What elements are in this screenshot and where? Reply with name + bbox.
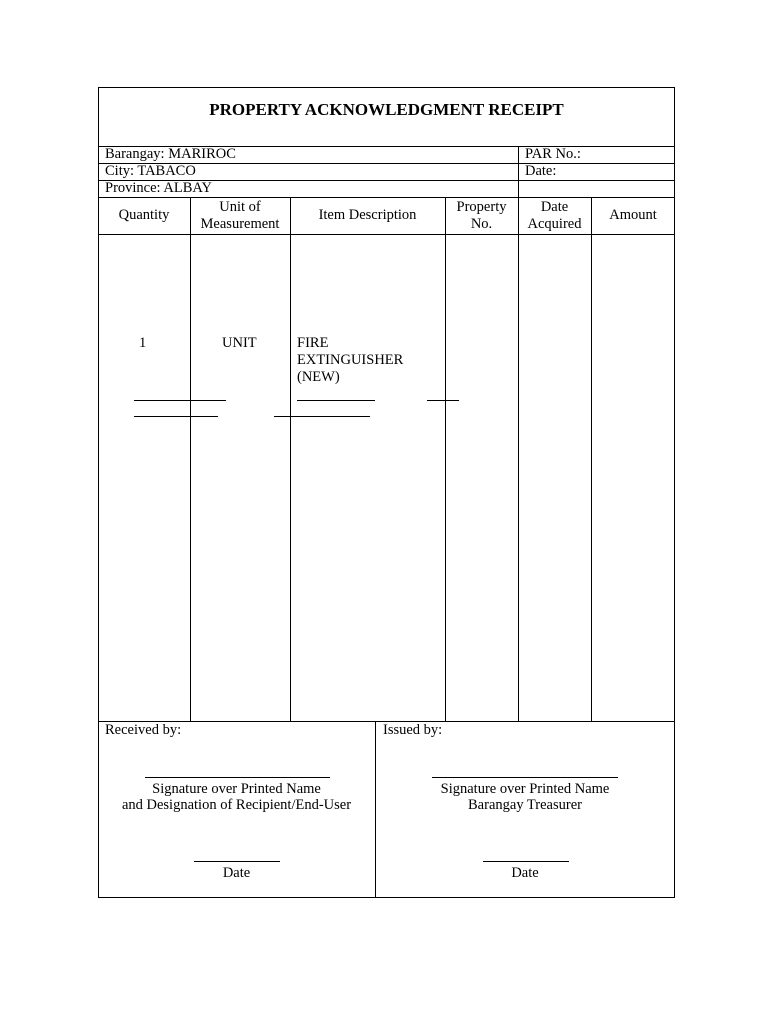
rule-col-4: [518, 197, 519, 721]
issued-by-label: Issued by:: [383, 722, 443, 738]
barangay-field: Barangay: MARIROC: [105, 146, 236, 162]
received-designation-caption: and Designation of Recipient/End-User: [121, 797, 352, 813]
rule-province-bottom: [98, 197, 675, 198]
received-date-line: [194, 861, 280, 862]
header-date-acquired-line2: Acquired: [527, 216, 582, 232]
received-by-label: Received by:: [105, 722, 182, 738]
rule-col-3: [445, 197, 446, 721]
rule-col-5: [591, 197, 592, 721]
underline-mark: [274, 416, 370, 417]
issued-signature-line: [432, 777, 618, 778]
issued-date-label: Date: [511, 865, 539, 881]
form-title: PROPERTY ACKNOWLEDGMENT RECEIPT: [209, 100, 564, 119]
underline-mark: [134, 416, 218, 417]
header-item-description: Item Description: [318, 207, 417, 223]
row-description-line3: (NEW): [297, 369, 340, 385]
row-unit: UNIT: [222, 335, 257, 351]
city-field: City: TABACO: [105, 163, 196, 179]
rule-col-1: [190, 197, 191, 721]
received-signature-caption: Signature over Printed Name: [152, 781, 321, 797]
row-description-line1: FIRE: [297, 335, 329, 351]
date-field: Date:: [525, 163, 557, 179]
underline-mark: [297, 400, 375, 401]
row-description-line2: EXTINGUISHER: [297, 352, 404, 368]
underline-mark: [427, 400, 459, 401]
province-field: Province: ALBAY: [105, 180, 213, 196]
rule-col-2: [290, 197, 291, 721]
issued-date-line: [483, 861, 569, 862]
header-unit-line2: Measurement: [200, 216, 280, 232]
received-date-label: Date: [222, 865, 251, 881]
header-property-line2: No.: [470, 216, 493, 232]
header-unit-line1: Unit of: [219, 199, 261, 215]
rule-info-divider: [518, 146, 519, 197]
par-no-field: PAR No.:: [525, 146, 581, 162]
header-amount: Amount: [609, 207, 657, 223]
header-property-line1: Property: [456, 199, 507, 215]
header-quantity: Quantity: [118, 207, 170, 223]
issued-designation-caption: Barangay Treasurer: [468, 797, 582, 813]
rule-header-bottom: [98, 234, 675, 235]
row-quantity: 1: [139, 335, 147, 351]
underline-mark: [134, 400, 226, 401]
issued-signature-caption: Signature over Printed Name: [440, 781, 610, 797]
received-signature-line: [145, 777, 330, 778]
header-date-acquired-line1: Date: [540, 199, 569, 215]
